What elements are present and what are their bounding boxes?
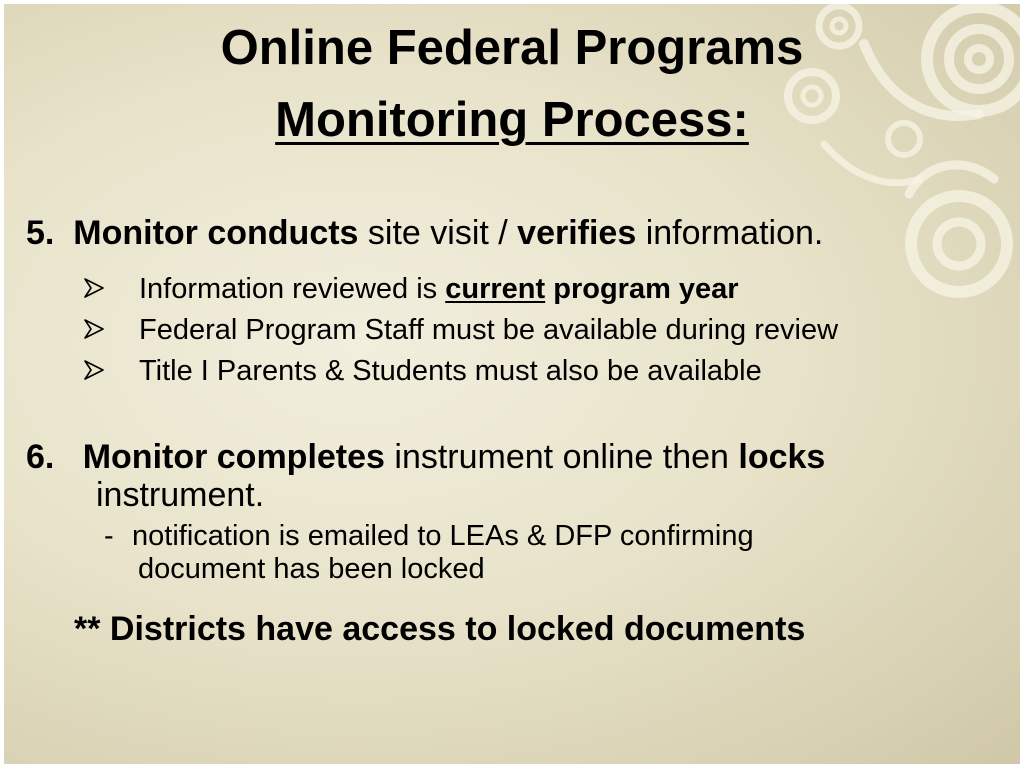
slide-title-line2: Monitoring Process: bbox=[275, 93, 749, 147]
step-6-bold-locks: locks bbox=[738, 438, 826, 476]
arrowhead-bullet-icon bbox=[83, 277, 105, 299]
step-6-note-line1: notification is emailed to LEAs & DFP confirming bbox=[132, 520, 754, 552]
step-5-heading bbox=[26, 213, 823, 253]
step-6-text: instrument online then bbox=[384, 438, 739, 476]
arrowhead-bullet-icon bbox=[83, 318, 105, 340]
footnote-districts-access: ** Districts have access to locked documents bbox=[74, 610, 806, 648]
bullet-item-3: Title I Parents & Students must also be available bbox=[139, 355, 762, 387]
slide-title-line1: Online Federal Programs bbox=[220, 21, 804, 75]
step-6-heading-continued: instrument. bbox=[96, 476, 265, 514]
step-6-bold-monitor-completes: Monitor completes bbox=[82, 438, 385, 476]
bullet-item-2: Federal Program Staff must be available during review bbox=[139, 314, 839, 346]
step-5-bold-verifies: verifies bbox=[517, 214, 637, 252]
step-6-note-line2: document has been locked bbox=[138, 553, 485, 585]
bullet-1-bold-program-year: program year bbox=[545, 273, 739, 305]
step-number: 5. bbox=[26, 214, 55, 252]
step-6-note-dash: - bbox=[104, 520, 114, 552]
step-5-text: site visit / bbox=[358, 214, 518, 252]
step-5-text-end: information. bbox=[636, 214, 824, 252]
step-number: 6. bbox=[26, 438, 55, 476]
slide bbox=[4, 4, 1020, 764]
arrowhead-bullet-icon bbox=[83, 359, 105, 381]
bullet-1-text: Information reviewed is bbox=[139, 273, 446, 305]
step-5-bold-monitor-conducts: Monitor conducts bbox=[73, 214, 359, 252]
bullet-1-underlined-current: current bbox=[445, 273, 546, 305]
step-6-heading bbox=[26, 437, 825, 477]
bullet-item-1 bbox=[139, 271, 739, 307]
